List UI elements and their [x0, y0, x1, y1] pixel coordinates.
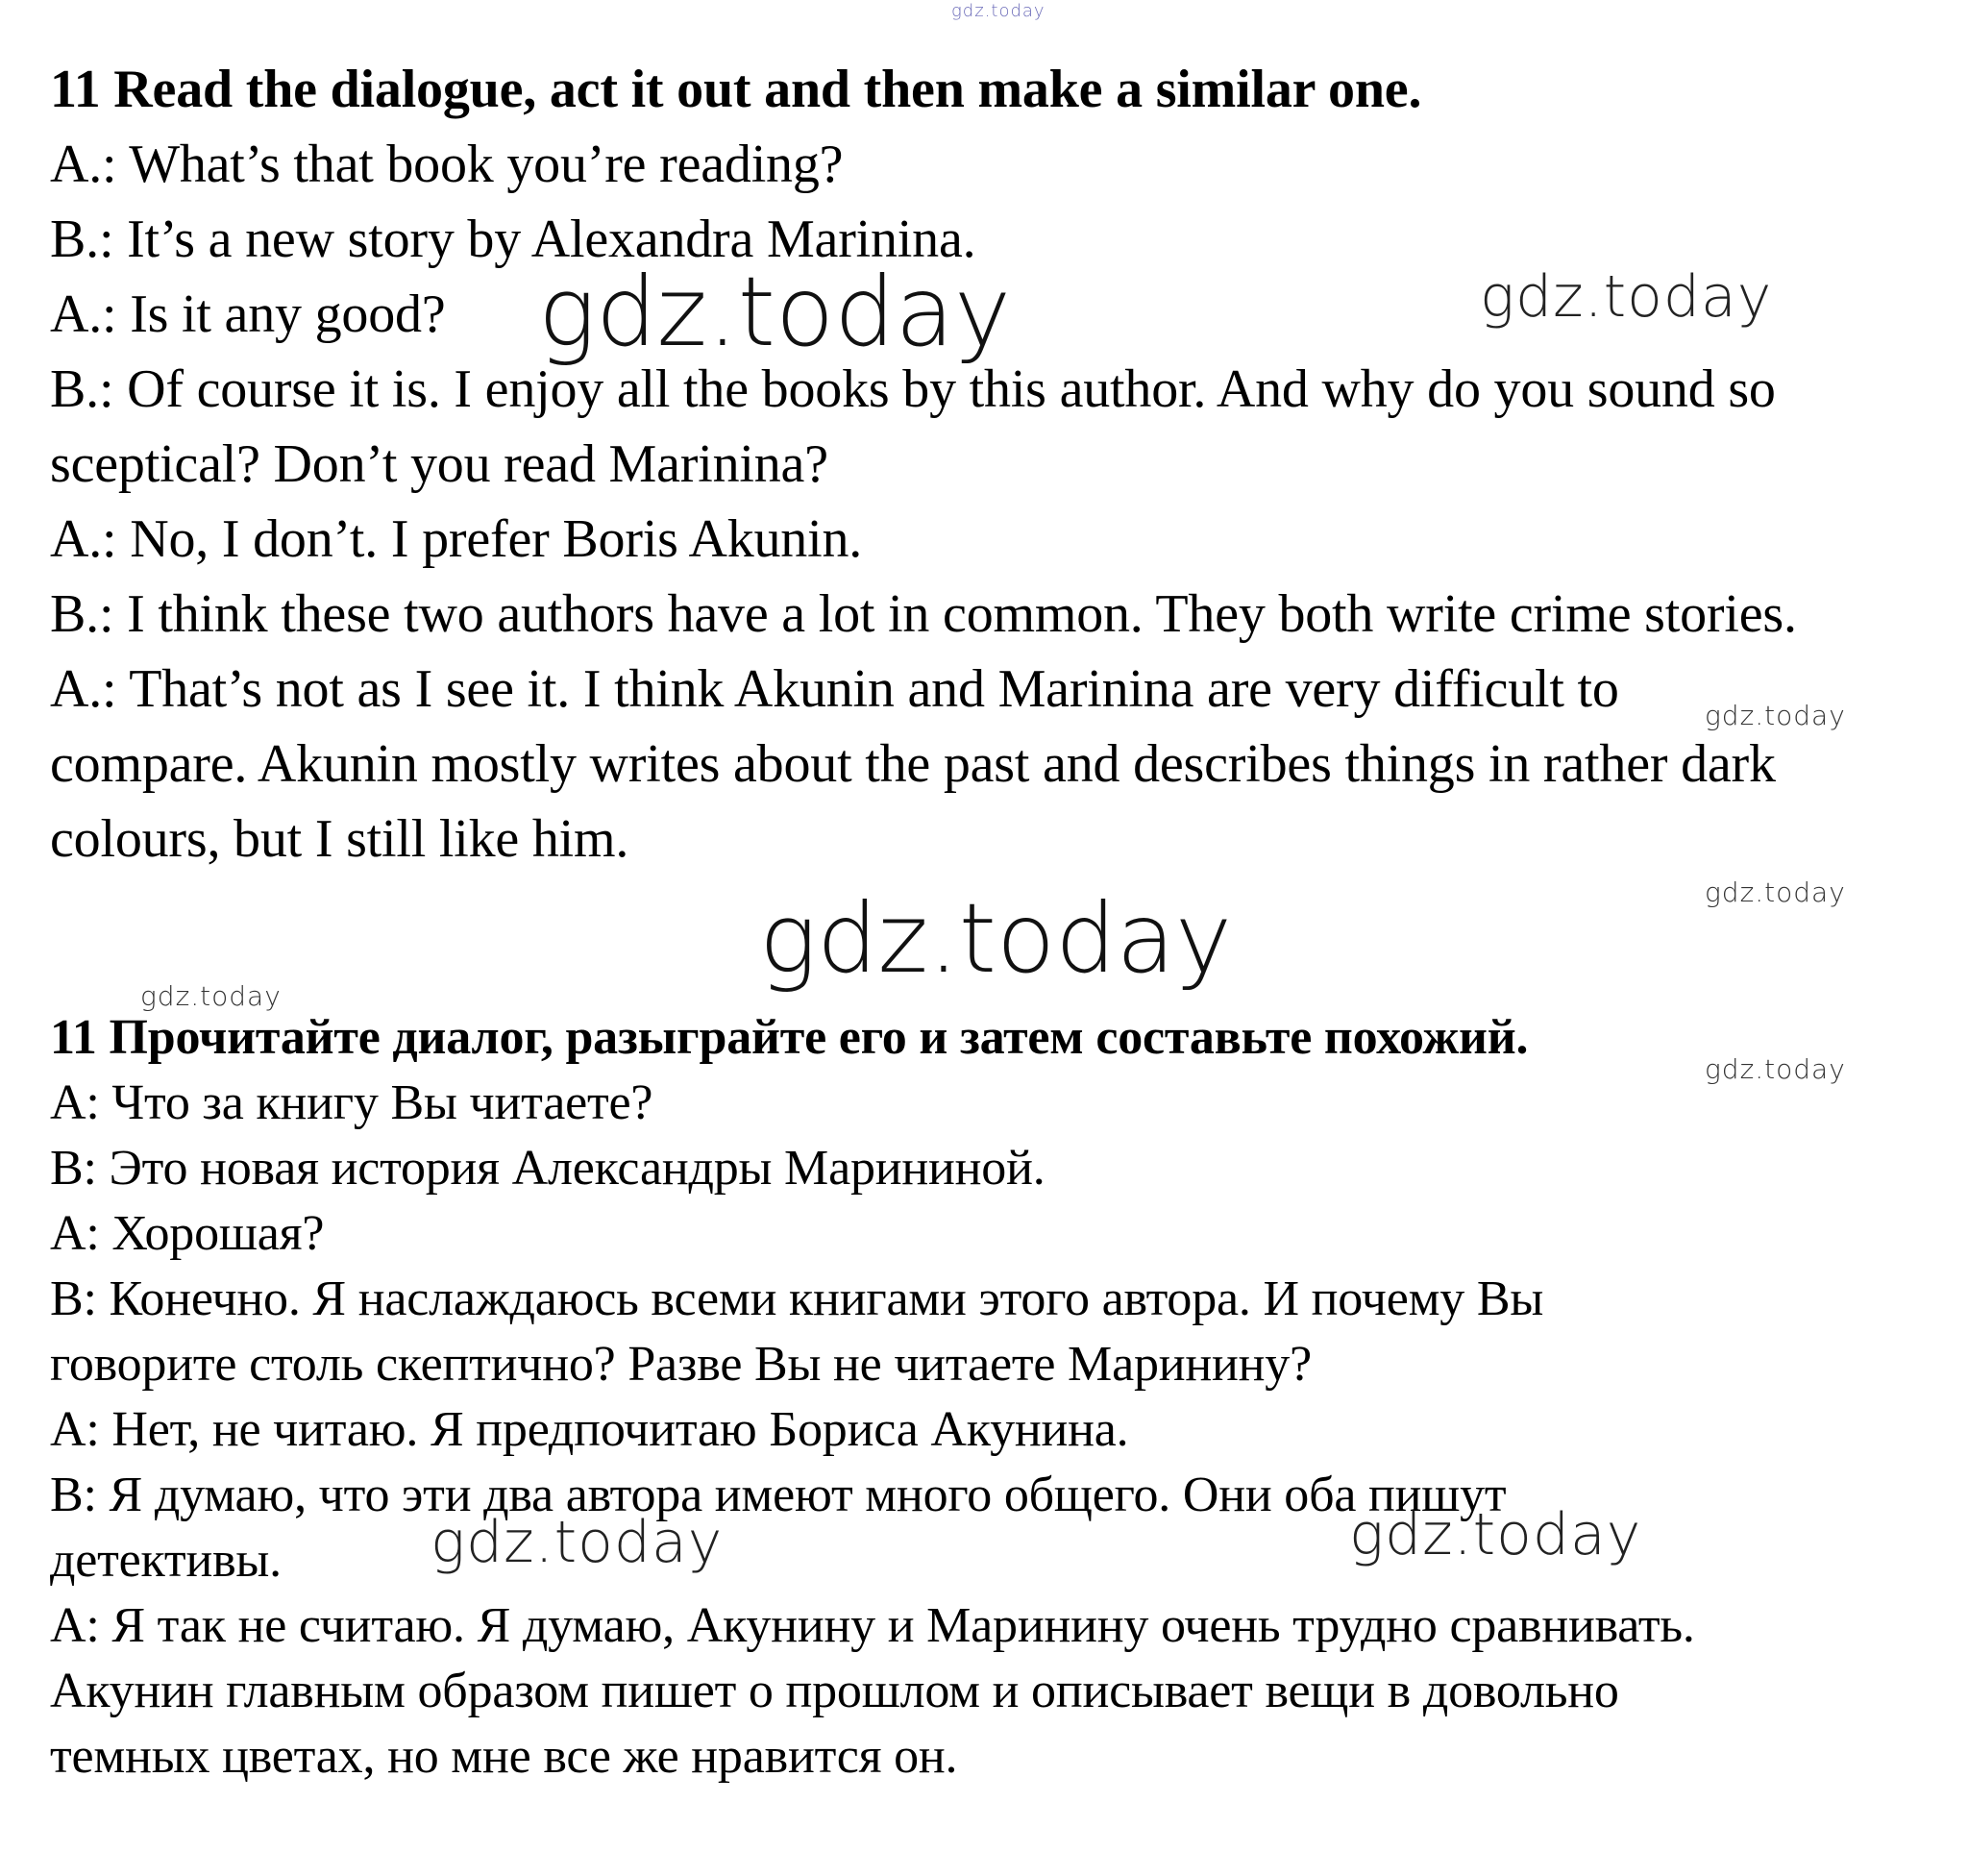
watermark: gdz.today [1705, 1053, 1846, 1085]
watermark: gdz.today [1705, 876, 1846, 908]
exercise-heading-en: 11 Read the dialogue, act it out and then make a similar one. [50, 60, 1422, 119]
dialogue-line: B.: It’s a new story by Alexandra Marinina. [50, 210, 976, 269]
dialogue-line: A.: What’s that book you’re reading? [50, 135, 844, 194]
dialogue-line: compare. Akunin mostly writes about the past and describes things in rather dark [50, 734, 1776, 794]
dialogue-line: sceptical? Don’t you read Marinina? [50, 434, 828, 494]
dialogue-line: colours, but I still like him. [50, 809, 629, 869]
dialogue-line: B.: Of course it is. I enjoy all the books by this author. And why do you sound so [50, 359, 1776, 419]
dialogue-line: В: Конечно. Я наслаждаюсь всеми книгами этого автора. И почему Вы [50, 1271, 1544, 1326]
dialogue-line: Акунин главным образом пишет о прошлом и описывает вещи в довольно [50, 1664, 1619, 1718]
dialogue-line: детективы. [50, 1533, 282, 1588]
dialogue-line: А: Что за книгу Вы читаете? [50, 1075, 653, 1130]
dialogue-line: А: Нет, не читаю. Я предпочитаю Бориса Акунина. [50, 1402, 1129, 1457]
watermark: gdz.today [1349, 1501, 1642, 1568]
watermark: gdz.today [140, 980, 282, 1012]
dialogue-line: A.: That’s not as I see it. I think Akunin and Marinina are very difficult to [50, 659, 1619, 719]
dialogue-line: В: Это новая история Александры Марининой. [50, 1141, 1046, 1196]
watermark: gdz.today [759, 882, 1233, 995]
watermark: gdz.today [1705, 700, 1846, 731]
exercise-heading-ru: 11 Прочитайте диалог, разыграйте его и затем составьте похожий. [50, 1010, 1529, 1065]
dialogue-line: B.: I think these two authors have a lot in common. They both write crime stories. [50, 584, 1797, 644]
dialogue-line: А: Я так не считаю. Я думаю, Акунину и Маринину очень трудно сравнивать. [50, 1598, 1695, 1653]
dialogue-line: говорите столь скептично? Разве Вы не читаете Маринину? [50, 1337, 1312, 1392]
watermark: gdz.today [951, 1, 1046, 21]
dialogue-line: В: Я думаю, что эти два автора имеют много общего. Они оба пишут [50, 1468, 1507, 1522]
watermark: gdz.today [430, 1509, 724, 1576]
dialogue-line: A.: Is it any good? [50, 284, 446, 344]
dialogue-line: темных цветах, но мне все же нравится он. [50, 1729, 958, 1784]
watermark: gdz.today [1480, 263, 1773, 331]
dialogue-line: А: Хорошая? [50, 1206, 325, 1261]
dialogue-line: A.: No, I don’t. I prefer Boris Akunin. [50, 509, 863, 569]
watermark: gdz.today [538, 256, 1012, 368]
